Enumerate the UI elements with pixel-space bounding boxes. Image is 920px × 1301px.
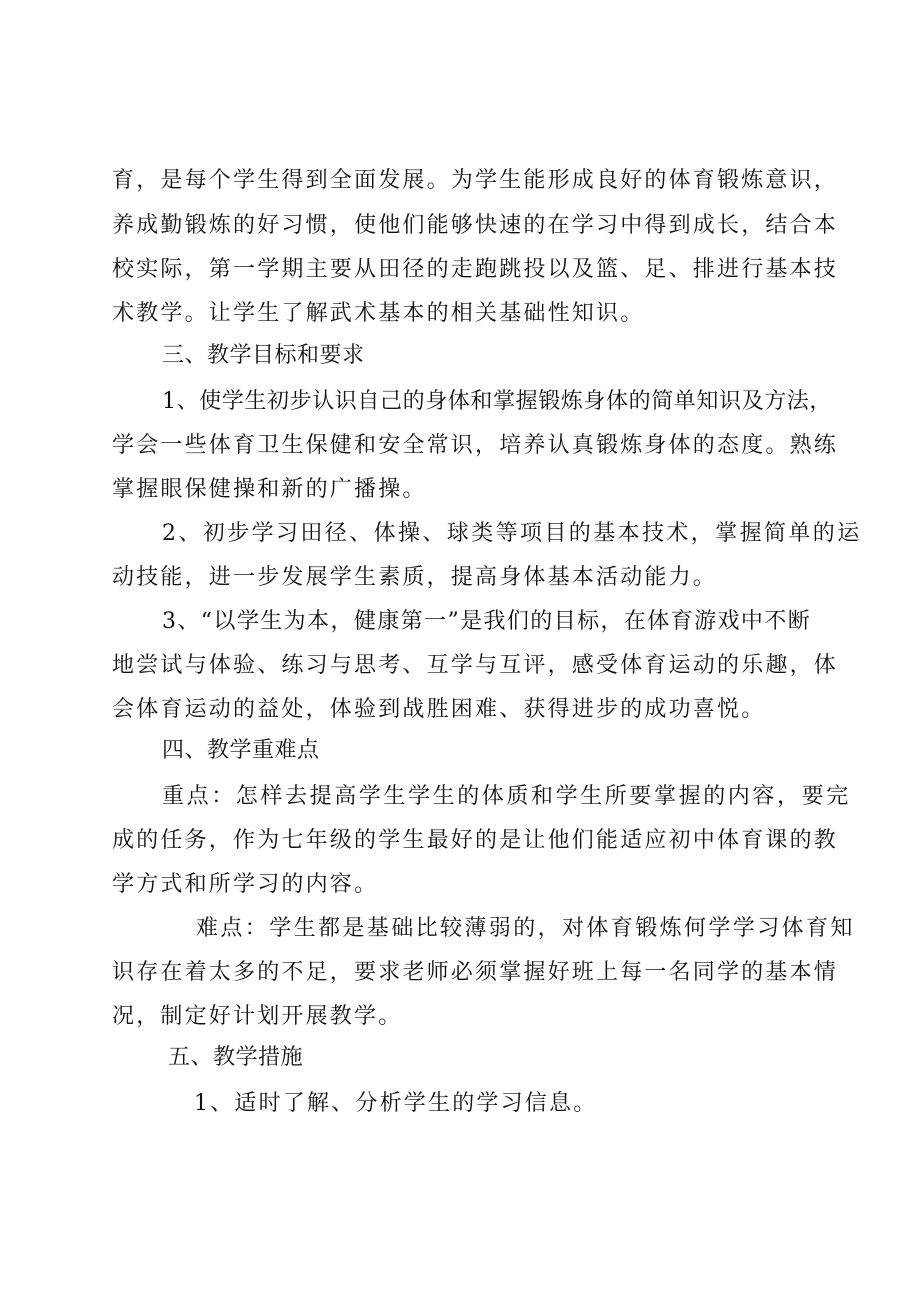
paragraph-line: 重点：怎样去提高学生学生的体质和学生所要掌握的内容，要完 xyxy=(162,784,851,809)
paragraph-line: 养成勤锻炼的好习惯，使他们能够快速的在学习中得到成长，结合本 xyxy=(112,213,839,238)
paragraph-line: 育，是每个学生得到全面发展。为学生能形成良好的体育锻炼意识， xyxy=(112,168,839,193)
section-heading-4: 四、教学重难点 xyxy=(162,738,320,763)
paragraph-line: 校实际，第一学期主要从田径的走跑跳投以及篮、足、排进行基本技 xyxy=(112,257,839,282)
paragraph-line: 难点：学生都是基础比较薄弱的，对体育锻炼何学学习体育知 xyxy=(196,916,855,941)
paragraph-line: 1、使学生初步认识自己的身体和掌握锻炼身体的简单知识及方法， xyxy=(162,389,832,414)
paragraph-line: 2、初步学习田径、体操、球类等项目的基本技术，掌握简单的运 xyxy=(162,521,862,546)
paragraph-line: 会体育运动的益处，体验到战胜困难、获得进步的成功喜悦。 xyxy=(112,697,766,722)
section-heading-5: 五、教学措施 xyxy=(168,1045,304,1070)
paragraph-line: 动技能，进一步发展学生素质，提高身体基本活动能力。 xyxy=(112,565,718,590)
paragraph-line: 术教学。让学生了解武术基本的相关基础性知识。 xyxy=(112,301,645,326)
paragraph-line: 3、“以学生为本，健康第一”是我们的目标，在体育游戏中不断 xyxy=(162,609,812,634)
paragraph-line: 地尝试与体验、练习与思考、互学与互评，感受体育运动的乐趣，体 xyxy=(112,653,839,678)
paragraph-line: 1、适时了解、分析学生的学习信息。 xyxy=(194,1091,598,1116)
paragraph-line: 学会一些体育卫生保健和安全常识，培养认真锻炼身体的态度。熟练 xyxy=(112,433,839,458)
paragraph-line: 况，制定好计划开展教学。 xyxy=(112,1004,403,1029)
section-heading-3: 三、教学目标和要求 xyxy=(162,343,365,368)
paragraph-line: 掌握眼保健操和新的广播操。 xyxy=(112,477,427,502)
paragraph-line: 识存在着太多的不足，要求老师必须掌握好班上每一名同学的基本情 xyxy=(112,960,839,985)
paragraph-line: 成的任务，作为七年级的学生最好的是让他们能适应初中体育课的教 xyxy=(112,828,839,853)
paragraph-line: 学方式和所学习的内容。 xyxy=(112,872,379,897)
